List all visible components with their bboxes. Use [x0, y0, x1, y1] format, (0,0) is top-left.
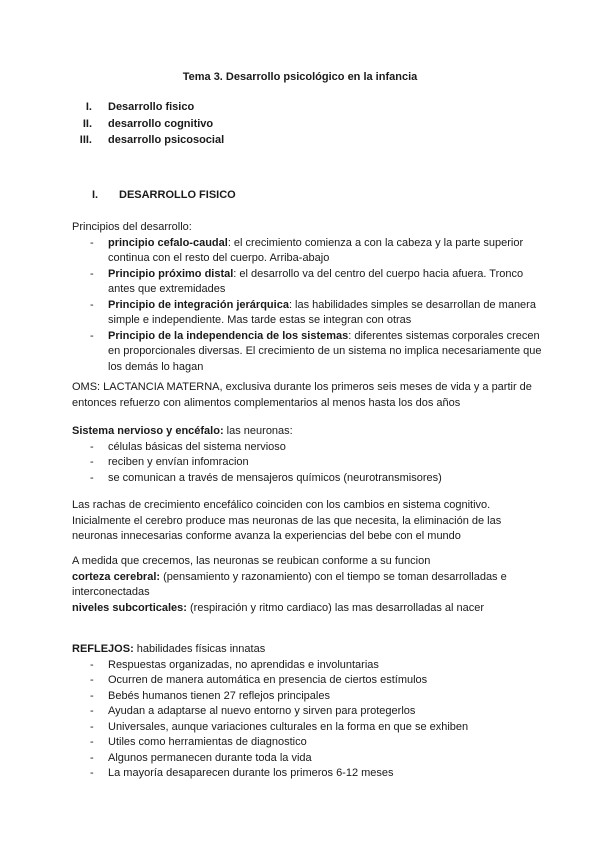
dash-bullet: -	[90, 658, 94, 671]
nervous-term: Sistema nervioso y encéfalo:	[72, 425, 224, 437]
list-item	[72, 720, 542, 736]
list-item	[72, 658, 542, 674]
toc-number: II.	[82, 117, 92, 130]
reflexes-term: REFLEJOS:	[72, 643, 134, 655]
list-item	[72, 673, 542, 689]
toc-label: desarrollo cognitivo	[108, 117, 214, 130]
list-item-text: Bebés humanos tienen 27 reflejos principales	[108, 689, 330, 702]
list-item-text: Algunos permanecen durante toda la vida	[108, 751, 312, 764]
oms-text: OMS: LACTANCIA MATERNA, exclusiva durante los primeros seis meses de vida y a partir de entonces refuerzo con alimentos complementarios al menos hasta los dos años	[72, 381, 532, 409]
nervous-text: las neuronas:	[223, 425, 293, 437]
dash-bullet: -	[90, 267, 94, 280]
principles-block	[72, 220, 542, 375]
list-item	[72, 298, 542, 329]
list-item	[72, 471, 542, 487]
dash-bullet: -	[90, 689, 94, 702]
principle-term: Principio próximo distal	[108, 267, 234, 280]
reflexes-text: habilidades físicas innatas	[133, 643, 266, 655]
list-item-text: Utiles como herramientas de diagnostico	[108, 736, 307, 748]
dash-bullet: -	[90, 674, 94, 686]
list-item	[72, 455, 542, 471]
page-title: Tema 3. Desarrollo psicológico en la infancia	[182, 71, 418, 83]
dash-bullet: -	[90, 705, 94, 717]
list-item-text: Ocurren de manera automática en presencia de ciertos estímulos	[108, 674, 428, 686]
list-item-text: se comunican a través de mensajeros químicos (neurotransmisores)	[108, 471, 442, 484]
reflexes-block	[72, 642, 542, 782]
principle-text: : las habilidades simples se desarrollan de manera simple e independiente. Mas tarde estas se integran con otras	[108, 298, 536, 326]
section-number: I.	[92, 189, 99, 201]
toc-item	[72, 132, 224, 149]
table-of-contents	[72, 99, 224, 149]
cortex-text: (pensamiento y razonamiento) con el tiempo se toman desarrolladas e interconectadas	[72, 570, 507, 598]
dash-bullet: -	[90, 720, 94, 733]
list-item	[72, 689, 542, 705]
list-item	[72, 267, 542, 298]
cortex-block	[72, 554, 542, 616]
dash-bullet: -	[90, 751, 94, 764]
principle-text: : el crecimiento comienza a con la cabeza y la parte superior continua con el resto del cuerpo. Arriba-abajo	[108, 236, 524, 264]
principle-term: principio cefalo-caudal	[108, 236, 228, 249]
dash-bullet: -	[90, 236, 94, 249]
subcortical-term: niveles subcorticales:	[72, 601, 187, 614]
toc-label: desarrollo psicosocial	[108, 134, 225, 146]
list-item	[72, 751, 542, 767]
list-item	[72, 329, 542, 376]
list-item-text: Ayudan a adaptarse al nuevo entorno y sirven para protegerlos	[108, 705, 416, 717]
cortex-intro: A medida que crecemos, las neuronas se reubican conforme a su funcion	[72, 555, 431, 567]
list-item	[72, 735, 542, 751]
principle-term: Principio de integración jerárquica	[108, 298, 289, 311]
principles-heading: Principios del desarrollo:	[72, 221, 192, 233]
oms-paragraph	[72, 380, 542, 411]
list-item-text: La mayoría desaparecen durante los primeros 6-12 meses	[108, 767, 394, 779]
list-item	[72, 766, 542, 782]
list-item	[72, 440, 542, 456]
toc-item	[72, 116, 224, 133]
toc-number: III.	[79, 134, 92, 146]
dash-bullet: -	[90, 298, 94, 311]
list-item-text: Respuestas organizadas, no aprendidas e involuntarias	[108, 658, 379, 671]
list-item-text: reciben y envían infomracion	[108, 456, 249, 468]
toc-label: Desarrollo fisico	[108, 101, 195, 113]
dash-bullet: -	[90, 767, 94, 779]
principle-text: : diferentes sistemas corporales crecen en proporcionales diversas. El crecimiento de un sistema no implica necesariamente que los demás lo hagan	[108, 329, 542, 373]
dash-bullet: -	[90, 456, 94, 468]
list-item	[72, 704, 542, 720]
nervous-system-block	[72, 424, 542, 486]
section-heading	[92, 189, 236, 201]
cortex-term: corteza cerebral:	[72, 570, 161, 583]
dash-bullet: -	[90, 440, 94, 453]
growth-paragraph	[72, 498, 542, 545]
dash-bullet: -	[90, 471, 94, 484]
subcortical-text: (respiración y ritmo cardiaco) las mas desarrolladas al nacer	[186, 601, 485, 614]
section-label: DESARROLLO FISICO	[119, 189, 236, 201]
dash-bullet: -	[90, 329, 94, 342]
toc-number: I.	[85, 101, 92, 113]
principle-term: Principio de la independencia de los sistemas	[108, 329, 349, 342]
principle-text: : el desarrollo va del centro del cuerpo hacia afuera. Tronco antes que extremidades	[108, 267, 524, 295]
list-item-text: células básicas del sistema nervioso	[108, 440, 286, 453]
dash-bullet: -	[90, 736, 94, 748]
growth-text: Las rachas de crecimiento encefálico coinciden con los cambios en sistema cognitivo. Inicialmente el cerebro produce mas neuronas de las que necesita, la eliminación de las neuronas innecesarias conforme avanza la experiencias del bebe con el mundo	[72, 499, 502, 542]
list-item-text: Universales, aunque variaciones culturales en la forma en que se exhiben	[108, 720, 469, 733]
toc-item	[72, 99, 224, 116]
list-item	[72, 236, 542, 267]
